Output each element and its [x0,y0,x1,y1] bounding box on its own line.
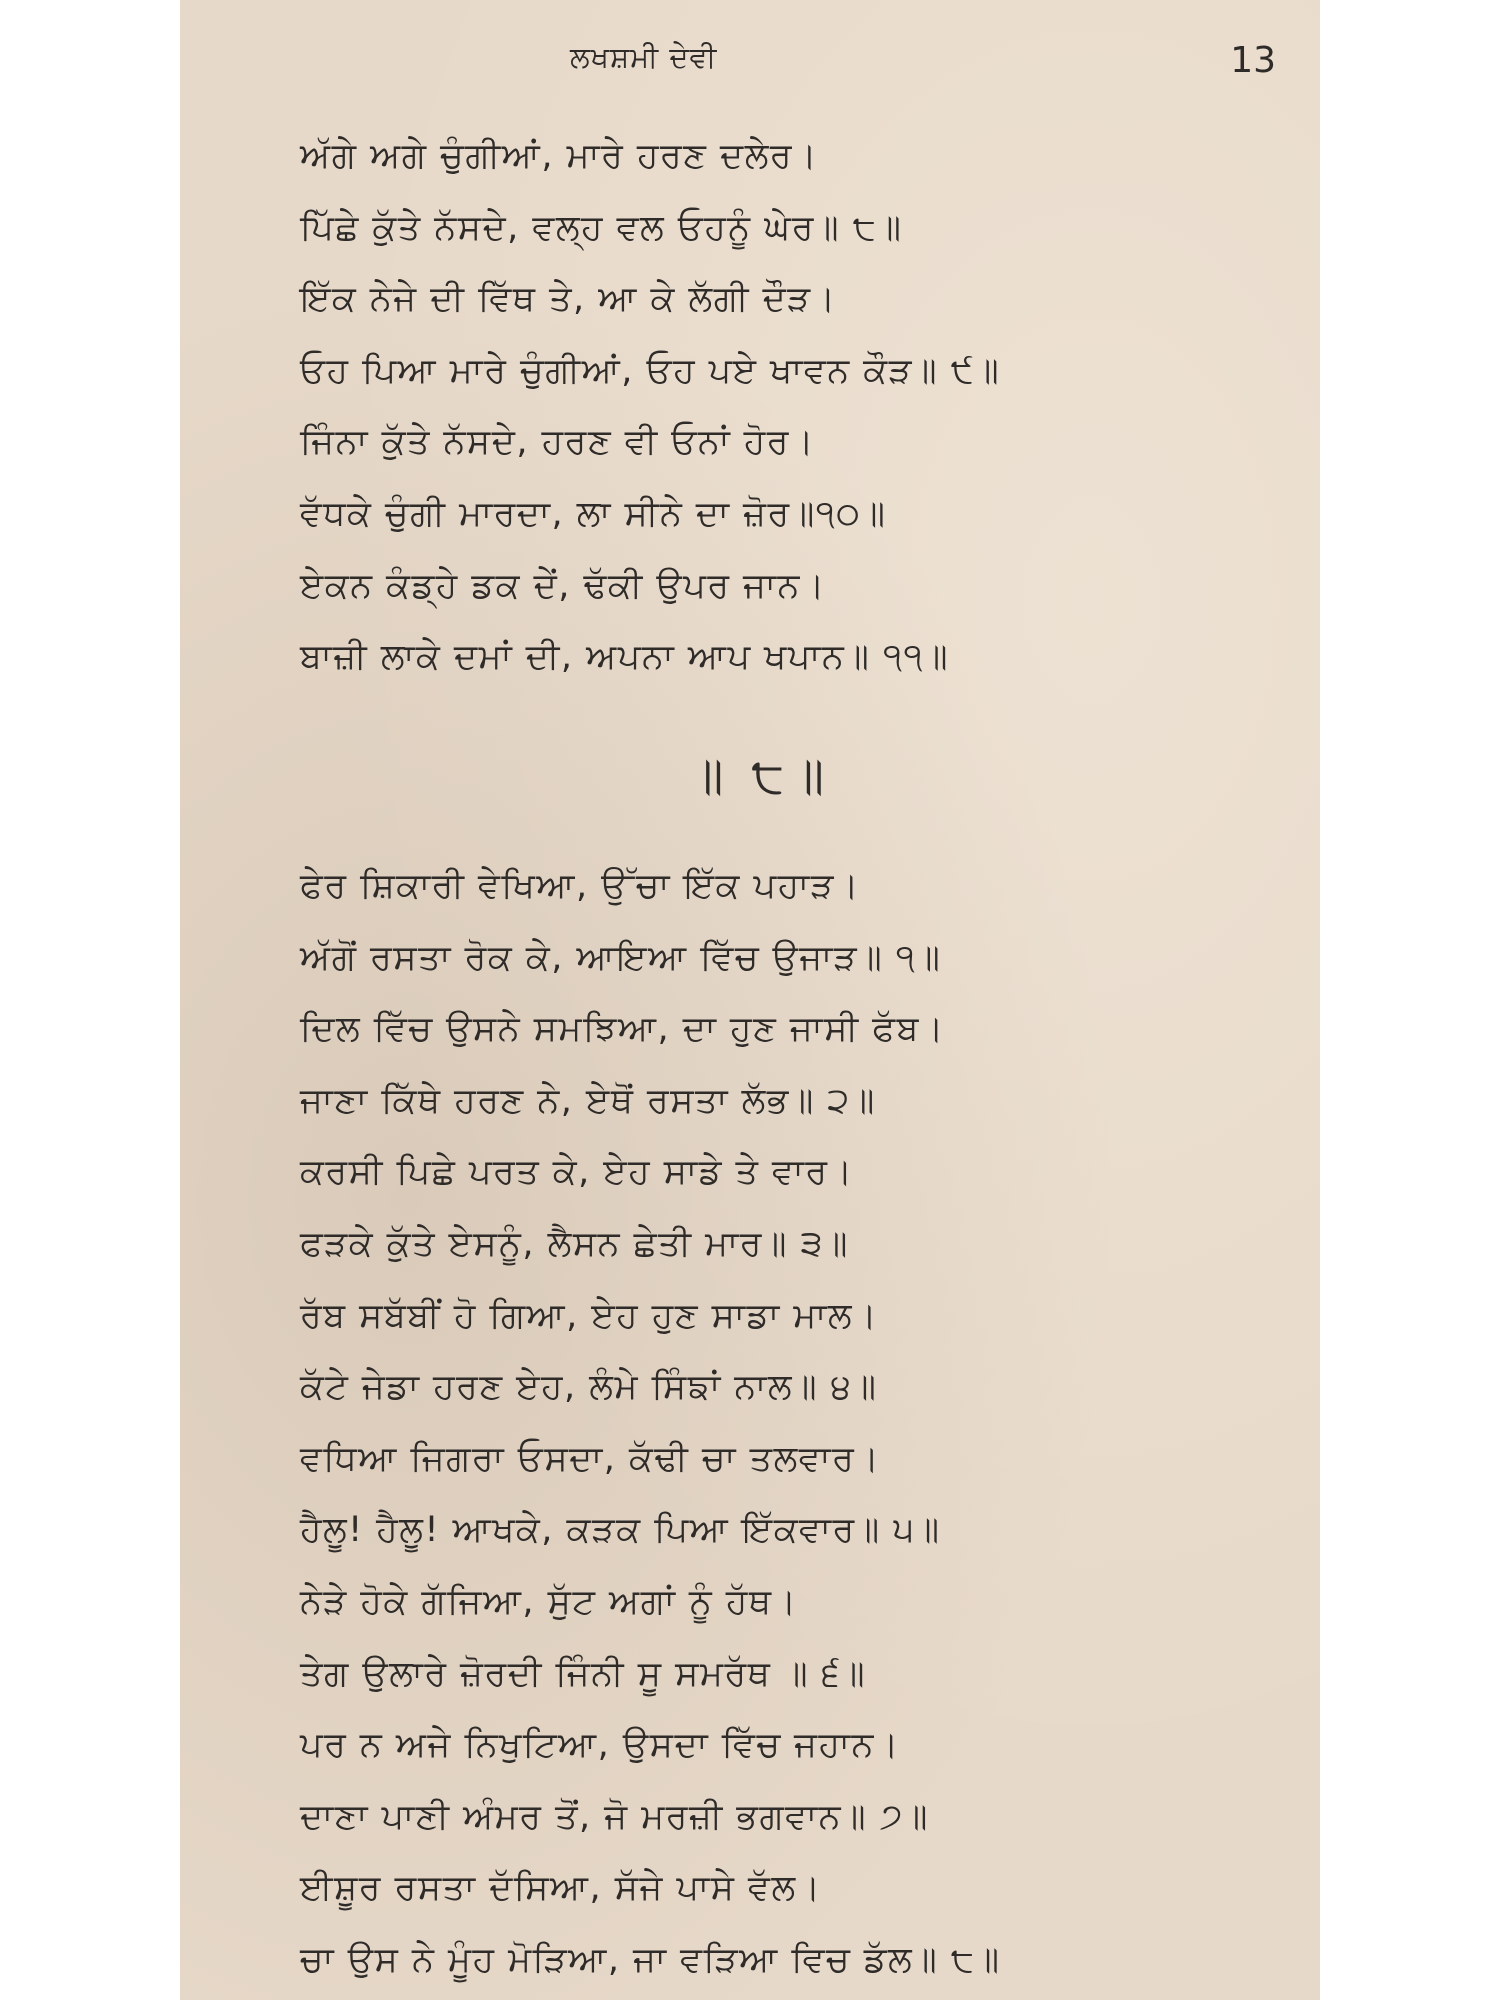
verse-line: ਅੱਗੇ ਅਗੇ ਚੁੰਗੀਆਂ, ਮਾਰੇ ਹਰਣ ਦਲੇਰ। [300,136,819,176]
verse-line: ਏਕਨ ਕੰਡ੍ਹੇ ਡਕ ਦੇਂ, ਢੱਕੀ ਉਪਰ ਜਾਨ। [300,565,826,606]
verse-line: ਜਿੰਨਾ ਕੁੱਤੇ ਨੱਸਦੇ, ਹਰਣ ਵੀ ਓਨਾਂ ਹੋਰ। [300,422,816,463]
verse-line: ਅੱਗੋਂ ਰਸਤਾ ਰੋਕ ਕੇ, ਆਇਆ ਵਿੱਚ ਉਜਾੜ॥ ੧॥ [300,937,942,978]
running-header [180,40,1320,84]
book-page [180,0,1320,2000]
section-heading [180,740,1320,810]
verse-line: ਵਧਿਆ ਜਿਗਰਾ ਓਸਦਾ, ਕੱਢੀ ਚਾ ਤਲਵਾਰ। [300,1438,881,1479]
verse-line: ਕੱਟੇ ਜੇਡਾ ਹਰਣ ਏਹ, ਲੰਮੇ ਸਿੰਙਾਂ ਨਾਲ॥ ੪॥ [300,1367,878,1408]
running-title: ਲਖਸ਼ਮੀ ਦੇਵੀ [570,40,718,74]
section-heading-text: ॥ ੮॥ [689,746,831,804]
verse-line: ਈਸ਼ੂਰ ਰਸਤਾ ਦੱਸਿਆ, ਸੱਜੇ ਪਾਸੇ ਵੱਲ। [300,1868,822,1909]
verse-block-after [300,851,1280,1997]
verse-block-before [300,121,1280,694]
verse-line: ਫੜਕੇ ਕੁੱਤੇ ਏਸਨੂੰ, ਲੈਸਨ ਛੇਤੀ ਮਾਰ॥ ੩॥ [300,1223,849,1264]
verse-line: ਪਿੱਛੇ ਕੁੱਤੇ ਨੱਸਦੇ, ਵਲ੍ਹ ਵਲ ਓਹਨੂੰ ਘੇਰ॥ ੮॥ [300,207,903,248]
verse-line: ਤੇਗ ਉਲਾਰੇ ਜ਼ੋਰਦੀ ਜਿੰਨੀ ਸੂ ਸਮਰੱਥ ॥ ੬॥ [300,1653,867,1694]
verse-line: ਹੈਲੂ! ਹੈਲੂ! ਆਖਕੇ, ਕੜਕ ਪਿਆ ਇੱਕਵਾਰ॥ ੫॥ [300,1510,941,1551]
verse-line: ਪਰ ਨ ਅਜੇ ਨਿਖੁਟਿਆ, ਉਸਦਾ ਵਿੱਚ ਜਹਾਨ। [300,1725,900,1766]
verse-line: ਕਰਸੀ ਪਿਛੇ ਪਰਤ ਕੇ, ਏਹ ਸਾਡੇ ਤੇ ਵਾਰ। [300,1152,854,1193]
verse-line: ਜਾਣਾ ਕਿੱਥੇ ਹਰਣ ਨੇ, ਏਥੋਂ ਰਸਤਾ ਲੱਭ॥ ੨॥ [300,1080,876,1121]
verse-line: ਵੱਧਕੇ ਚੁੰਗੀ ਮਾਰਦਾ, ਲਾ ਸੀਨੇ ਦਾ ਜ਼ੋਰ॥੧੦॥ [300,493,887,534]
verse-line: ਚਾ ਉਸ ਨੇ ਮੂੰਹ ਮੋੜਿਆ, ਜਾ ਵੜਿਆ ਵਿਚ ਡੱਲ॥ ੮॥ [300,1939,1001,1980]
page-number: 13 [1230,40,1276,81]
verse-line: ਰੱਬ ਸਬੱਬੀਂ ਹੋ ਗਿਆ, ਏਹ ਹੁਣ ਸਾਡਾ ਮਾਲ। [300,1295,879,1336]
verse-line: ਨੇੜੇ ਹੋਕੇ ਗੱਜਿਆ, ਸੁੱਟ ਅਗਾਂ ਨੂੰ ਹੱਥ। [300,1581,798,1622]
verse-line: ਦਿਲ ਵਿੱਚ ਉਸਨੇ ਸਮਝਿਆ, ਦਾ ਹੁਣ ਜਾਸੀ ਫੱਬ। [300,1009,946,1050]
verse-line: ਇੱਕ ਨੇਜੇ ਦੀ ਵਿੱਥ ਤੇ, ਆ ਕੇ ਲੱਗੀ ਦੌੜ। [300,279,837,320]
verse-line: ਓਹ ਪਿਆ ਮਾਰੇ ਚੁੰਗੀਆਂ, ਓਹ ਪਏ ਖਾਵਨ ਕੌੜ॥ ੯॥ [300,350,1001,391]
verse-line: ਫੇਰ ਸ਼ਿਕਾਰੀ ਵੇਖਿਆ, ਉੱਚਾ ਇੱਕ ਪਹਾੜ। [300,866,861,906]
verse-line: ਦਾਣਾ ਪਾਣੀ ਅੰਮਰ ਤੋਂ, ਜੋ ਮਰਜ਼ੀ ਭਗਵਾਨ॥ ੭॥ [300,1796,929,1837]
verse-line: ਬਾਜ਼ੀ ਲਾਕੇ ਦਮਾਂ ਦੀ, ਅਪਨਾ ਆਪ ਖਪਾਨ॥ ੧੧॥ [300,637,950,678]
